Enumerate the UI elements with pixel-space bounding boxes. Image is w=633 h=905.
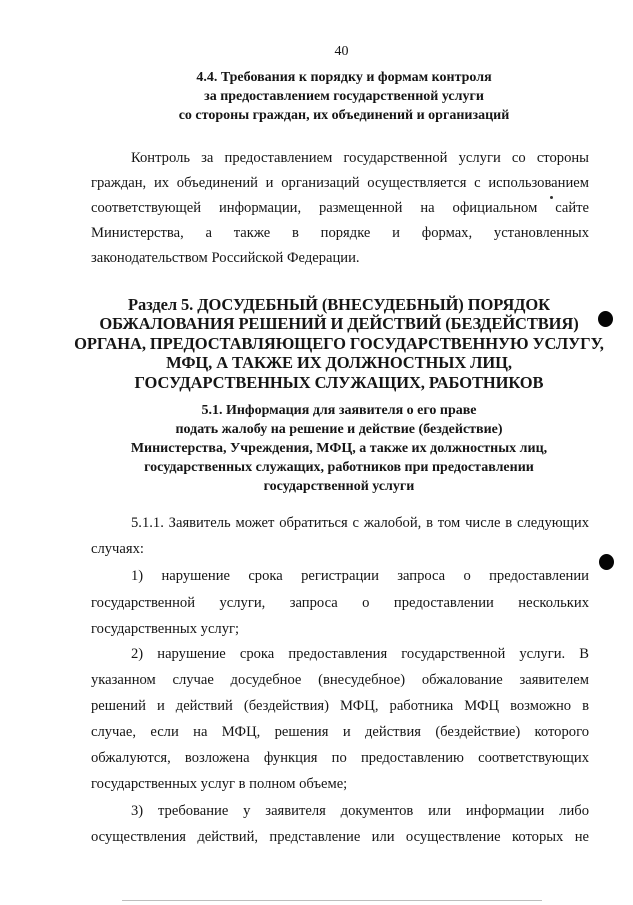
text-line: 5.1.1. Заявитель может обратиться с жалобой, в том числе в следующих xyxy=(131,515,589,531)
text-line: решений и действий (бездействия) МФЦ, работника МФЦ возможно в xyxy=(91,698,589,714)
scan-hole-mark xyxy=(599,554,614,570)
heading-line: ОБЖАЛОВАНИЯ РЕШЕНИЙ И ДЕЙСТВИЙ (БЕЗДЕЙСТВИЯ) xyxy=(99,314,579,334)
text-line: 2) нарушение срока предоставления государственной услуги. В xyxy=(131,646,589,662)
heading-line: подать жалобу на решение и действие (бездействие) xyxy=(175,422,503,437)
list-item-2 xyxy=(91,641,589,797)
text-line: Контроль за предоставлением государственной услуги со стороны xyxy=(131,150,589,166)
scan-speck xyxy=(550,196,553,199)
text-line: граждан, их объединений и организаций осуществляется с использованием xyxy=(91,175,589,191)
heading-line: со стороны граждан, их объединений и организаций xyxy=(178,108,510,123)
text-line: 3) требование у заявителя документов или информации либо xyxy=(131,803,589,819)
section-5-1-1-intro xyxy=(91,510,589,562)
heading-line: МФЦ, А ТАКЖЕ ИХ ДОЛЖНОСТНЫХ ЛИЦ, xyxy=(166,353,512,373)
list-item-3 xyxy=(91,798,589,850)
heading-line: за предоставлением государственной услуги xyxy=(204,89,484,104)
section-4-4-paragraph xyxy=(91,146,589,271)
text-line: обжалуются, возложена функция по предоставлению соответствующих xyxy=(91,750,589,766)
text-line: государственных услуг в полном объеме; xyxy=(91,776,348,792)
text-line: указанном случае досудебное (внесудебное) обжалование заявителем xyxy=(91,672,589,688)
heading-line: ГОСУДАРСТВЕННЫХ СЛУЖАЩИХ, РАБОТНИКОВ xyxy=(134,372,544,392)
section-5-1-heading xyxy=(0,401,633,496)
text-line: законодательством Российской Федерации. xyxy=(91,250,360,266)
page-number: 40 xyxy=(334,44,349,59)
text-line: государственных услуг; xyxy=(91,621,240,637)
list-item-1 xyxy=(91,563,589,643)
heading-line: Министерства, Учреждения, МФЦ, а также их должностных лиц, xyxy=(130,441,548,456)
text-line: государственной услуги, запроса о предоставлении нескольких xyxy=(91,594,589,611)
text-line: случаях: xyxy=(91,541,144,557)
text-line: Министерства, а также в порядке и формах, установленных xyxy=(91,225,589,241)
scan-edge-line xyxy=(122,900,542,901)
heading-line: Раздел 5. ДОСУДЕБНЫЙ (ВНЕСУДЕБНЫЙ) ПОРЯДОК xyxy=(127,295,551,314)
heading-line: 4.4. Требования к порядку и формам контроля xyxy=(196,70,492,85)
text-line: соответствующей информации, размещенной на официальном сайте xyxy=(91,200,589,216)
section-5-heading xyxy=(0,295,633,392)
heading-line: государственных служащих, работников при предоставлении xyxy=(144,460,534,475)
heading-line: ОРГАНА, ПРЕДОСТАВЛЯЮЩЕГО ГОСУДАРСТВЕННУЮ УСЛУГУ, xyxy=(74,333,604,353)
section-4-4-heading xyxy=(0,68,633,125)
heading-line: 5.1. Информация для заявителя о его праве xyxy=(201,403,477,418)
heading-line: государственной услуги xyxy=(263,479,415,494)
text-line: случае, если на МФЦ, решения и действия (бездействие) которого xyxy=(91,724,589,740)
scan-hole-mark xyxy=(598,311,613,327)
text-line: 1) нарушение срока регистрации запроса о предоставлении xyxy=(131,568,589,584)
text-line: осуществления действий, представление или осуществление которых не xyxy=(91,829,589,845)
